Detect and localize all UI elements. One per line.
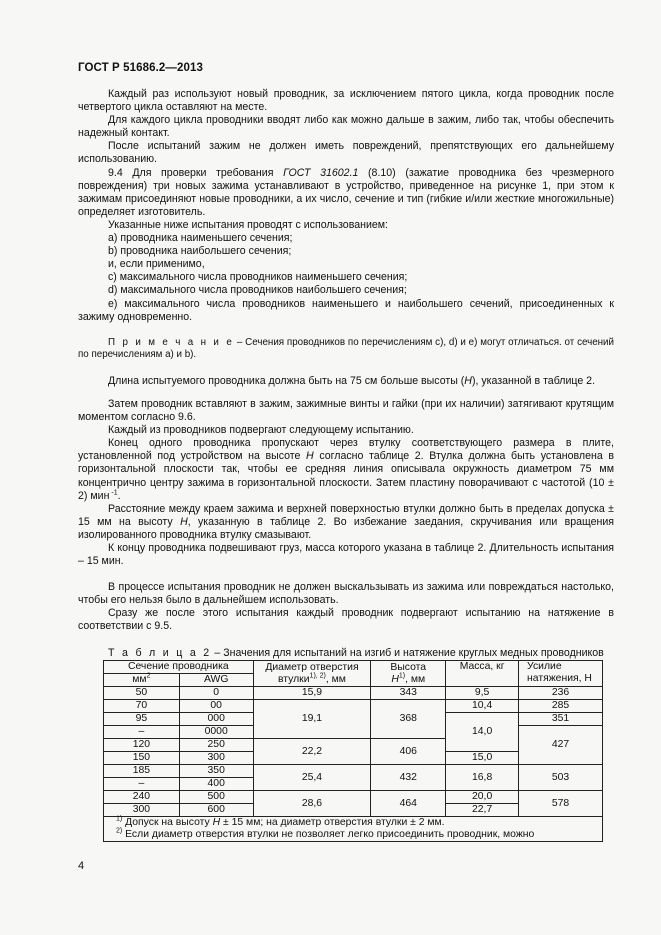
paragraph: Указанные ниже испытания проводят с использованием: xyxy=(108,218,388,231)
variable-h: H xyxy=(180,515,188,528)
superscript: 1) xyxy=(116,815,123,823)
header-text: Усилие xyxy=(527,661,562,672)
paragraph: После испытаний зажим не должен иметь повреждений, препятствующих его дальнейшему использованию. xyxy=(78,140,614,166)
header-text: , мм xyxy=(405,673,426,685)
cell-awg: 0000 xyxy=(179,726,253,739)
table-footnotes xyxy=(104,817,603,842)
header-text: Диаметр отверстия xyxy=(265,661,359,673)
cell-force: 578 xyxy=(519,791,603,817)
footnote-1 xyxy=(116,817,599,829)
text-span: ), указанной в таблице 2. xyxy=(471,374,596,387)
footnote-text: ± 15 мм; на диаметр отверстия втулки ± 2 мм. xyxy=(220,817,445,828)
list-item: а) проводника наименьшего сечения; xyxy=(108,232,293,245)
footnotes-cell xyxy=(104,817,603,842)
cell-force: 351 xyxy=(519,713,603,726)
table-caption-text: – Значения для испытаний на изгиб и натяжение круглых медных проводников xyxy=(211,646,604,659)
variable-h: H xyxy=(306,450,314,463)
list-item: и, если применимо, xyxy=(108,258,205,271)
cell-mass: 22,7 xyxy=(446,804,519,817)
text-span: Длина испытуемого проводника должна быть на 75 см больше высоты ( xyxy=(108,374,465,387)
cell-awg: 250 xyxy=(179,739,253,752)
paragraph: Каждый раз используют новый проводник, за исключением пятого цикла, когда проводник после четвертого цикла оставляют на месте. xyxy=(78,88,614,114)
cell-diameter: 22,2 xyxy=(253,739,371,765)
cell-mm2: – xyxy=(104,726,180,739)
cell-force: 236 xyxy=(519,687,603,700)
values-table xyxy=(103,660,603,842)
paragraph: Затем проводник вставляют в зажим, зажимные винты и гайки (при их наличии) затягивают крутящим моментом согласно 9.6. xyxy=(78,397,614,424)
note xyxy=(78,337,614,362)
cell-height: 464 xyxy=(371,791,446,817)
cell-mm2: 150 xyxy=(104,752,180,765)
cell-mm2: 185 xyxy=(104,765,180,778)
text-span: согласно таблице 2. Втулка должна быть установлена в горизонтальной плоскости так, чтобы ее средняя линия описывала окружность диаметром 75 мм концентрично центру зажима в горизонтальной плоскости. Затем пластину поворачивают с частотой (10 ± 2) мин xyxy=(78,450,614,502)
paragraph xyxy=(78,437,614,502)
cell-force: 285 xyxy=(519,700,603,713)
header-mm2 xyxy=(104,674,180,687)
cell-diameter: 28,6 xyxy=(253,791,371,817)
header-awg: AWG xyxy=(179,674,253,687)
paragraph: К концу проводника подвешивают груз, масса которого указана в таблице 2. Длительность испытания – 15 мин. xyxy=(78,542,614,568)
table-row xyxy=(104,687,603,700)
header-force xyxy=(519,661,603,687)
superscript: 1), 2) xyxy=(309,672,326,680)
cell-awg: 600 xyxy=(179,804,253,817)
paragraph-9-4 xyxy=(78,167,614,219)
note-text: – Сечения проводников по перечислениям с), d) и е) могут отличаться. от сечений по перечислениям а) и b). xyxy=(78,336,614,361)
text-span: Конец одного проводника пропускают через втулку соответствующего размера в плите, установленной под устройством на высоте xyxy=(78,437,614,463)
paragraph xyxy=(78,375,614,388)
cell-awg: 300 xyxy=(179,752,253,765)
variable-h: H xyxy=(464,374,472,387)
cell-diameter: 25,4 xyxy=(253,765,371,791)
header-height xyxy=(371,661,446,687)
cell-mass: 14,0 xyxy=(446,713,519,752)
cell-awg: 500 xyxy=(179,791,253,804)
variable-h: H xyxy=(212,817,221,828)
paragraph: В процессе испытания проводник не должен выскальзывать из зажима или повреждаться настолько, чтобы его нельзя было в дальнейшем использовать. xyxy=(78,581,614,607)
cell-mass: 9,5 xyxy=(446,687,519,700)
header-text: втулки xyxy=(277,673,310,685)
table-row xyxy=(104,791,603,804)
cell-mass: 20,0 xyxy=(446,791,519,804)
paragraph: Каждый из проводников подвергают следующему испытанию. xyxy=(108,424,414,437)
text-span: 9.4 Для проверки требования xyxy=(108,166,284,179)
cell-mm2: – xyxy=(104,778,180,791)
cell-force: 503 xyxy=(519,765,603,791)
superscript: 2 xyxy=(146,672,151,680)
cell-mm2: 240 xyxy=(104,791,180,804)
text-span: , указанную в таблице 2. Во избежание заедания, скручивания или вращения изолированного проводника втулку смазывают. xyxy=(78,515,615,541)
header-mass: Масса, кг xyxy=(446,661,519,687)
cell-awg: 400 xyxy=(179,778,253,791)
list-item: d) максимального числа проводников наибольшего сечения; xyxy=(108,284,407,297)
list-item: с) максимального числа проводников наименьшего сечения; xyxy=(108,271,408,284)
standard-reference: ГОСТ 31602.1 xyxy=(283,166,359,179)
table-row xyxy=(104,700,603,713)
page-number: 4 xyxy=(78,860,85,872)
cell-height: 343 xyxy=(371,687,446,700)
paragraph xyxy=(78,503,614,542)
header-text: натяжения, Н xyxy=(527,673,592,684)
header-diameter xyxy=(253,661,371,687)
text-span: . xyxy=(117,489,121,502)
text-span: (8.10) (зажатие проводника без чрезмерного повреждения) три новых зажима устанавливают в устройство, приведенное на рисунке 1, при этом к зажимам присоединяют новые проводники, а их число, сечение и тип (гибкие и/или жесткие многожильные) определяет изготовитель. xyxy=(78,166,614,218)
cell-mm2: 95 xyxy=(104,713,180,726)
superscript: -1 xyxy=(109,489,118,497)
cell-mass: 15,0 xyxy=(446,752,519,765)
table-row xyxy=(104,765,603,778)
table-caption xyxy=(78,647,614,660)
cell-mm2: 120 xyxy=(104,739,180,752)
note-label: П р и м е ч а н и е xyxy=(108,336,235,348)
superscript: 2) xyxy=(116,827,123,835)
footnote-2 xyxy=(116,829,599,841)
cell-diameter: 15,9 xyxy=(253,687,371,700)
header-text: , мм xyxy=(325,673,346,685)
list-item: b) проводника наибольшего сечения; xyxy=(108,245,292,258)
header-section: Сечение проводника xyxy=(104,661,254,674)
header-text: Высота xyxy=(390,661,427,673)
document-body xyxy=(78,88,614,660)
cell-height: 406 xyxy=(371,739,446,765)
text-span: Расстояние между краем зажима и верхней поверхностью втулки должно быть в пределах допуска ± 15 мм на высоту xyxy=(78,502,614,528)
cell-awg: 00 xyxy=(179,700,253,713)
variable-h: H xyxy=(391,673,399,685)
cell-awg: 0 xyxy=(179,687,253,700)
table-header-row xyxy=(104,661,603,674)
cell-diameter: 19,1 xyxy=(253,700,371,739)
footnote-text: Если диаметр отверстия втулки не позволяет легко присоединить проводник, можно xyxy=(122,829,535,840)
standard-header: ГОСТ Р 51686.2—2013 xyxy=(78,62,203,74)
superscript: 1) xyxy=(398,672,406,680)
cell-mm2: 300 xyxy=(104,804,180,817)
footnote-text: Допуск на высоту xyxy=(122,817,213,828)
cell-mm2: 70 xyxy=(104,700,180,713)
paragraph: Для каждого цикла проводники вводят либо как можно дальше в зажим, либо так, чтобы обеспечить надежный контакт. xyxy=(78,114,614,140)
cell-force: 427 xyxy=(519,726,603,765)
header-text: мм xyxy=(132,674,147,685)
table-caption-label: Т а б л и ц а 2 xyxy=(108,646,212,659)
cell-mass: 16,8 xyxy=(446,765,519,791)
cell-awg: 000 xyxy=(179,713,253,726)
paragraph: Сразу же после этого испытания каждый проводник подвергают испытанию на натяжение в соответствии с 9.5. xyxy=(78,607,614,633)
cell-height: 432 xyxy=(371,765,446,791)
cell-height: 368 xyxy=(371,700,446,739)
list-item: e) максимального числа проводников наименьшего и наибольшего сечений, присоединенных к зажиму одновременно. xyxy=(78,297,614,323)
cell-mass: 10,4 xyxy=(446,700,519,713)
cell-awg: 350 xyxy=(179,765,253,778)
cell-mm2: 50 xyxy=(104,687,180,700)
